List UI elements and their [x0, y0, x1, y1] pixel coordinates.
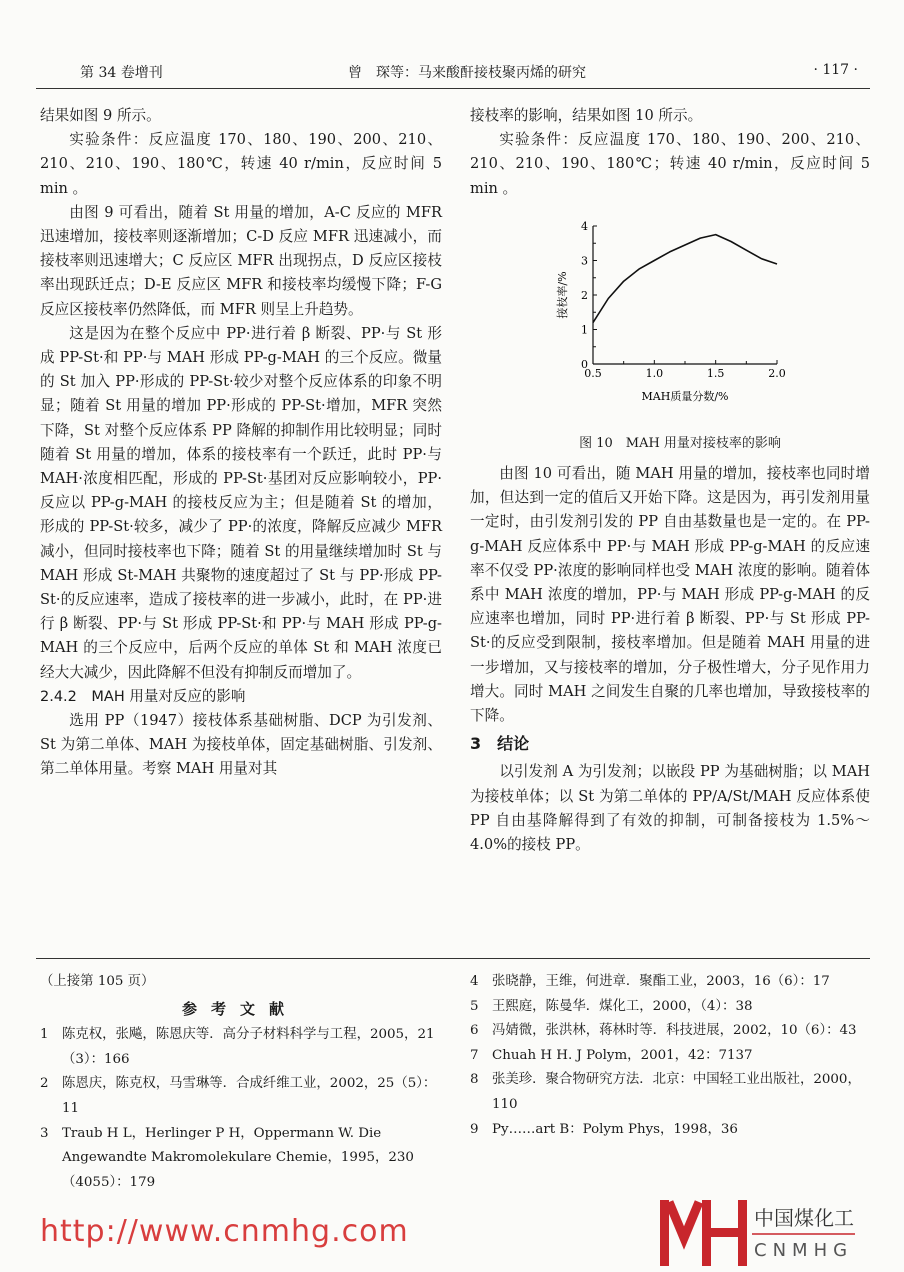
- line-chart: [555, 210, 805, 430]
- reference-item: [40, 1122, 440, 1196]
- section-heading: 3 结论: [470, 734, 530, 754]
- right-column-top: [470, 104, 870, 201]
- reference-item: [40, 1023, 440, 1072]
- reference-item: [470, 1118, 870, 1143]
- section-heading: 2.4.2 MAH 用量对反应的影响: [40, 688, 246, 705]
- reference-item: [470, 970, 870, 995]
- reference-text: Py……art B：Polym Phys，1998，36: [492, 1121, 738, 1137]
- reference-text: Traub H L，Herlinger P H，Oppermann W. Die Angewandte Makromolekulare Chemie，1995，230（4055）：179: [62, 1125, 414, 1190]
- references-title: 参考文献: [181, 999, 298, 1018]
- logo-en-text: CNMHG: [754, 1240, 854, 1261]
- reference-text: 陈恩庆，陈克权，马雪琳等．合成纤维工业，2002，25（5）：11: [62, 1076, 437, 1116]
- header-rule: [36, 88, 870, 89]
- series-line-grafting-rate: [593, 235, 777, 323]
- continued-note: （上接第 105 页）: [40, 974, 155, 989]
- paragraph: 由图 10 可看出，随 MAH 用量的增加，接枝率也同时增加，但达到一定的值后又开始下降。这是因为，再引发剂用量一定时，由引发剂引发的 PP 自由基数量也是一定的。在 PP-g-MAH 反应体系中 PP·与 MAH 形成 PP-g-MAH 的反应速率不仅受 PP·浓度的影响同样也受 MAH 浓度的影响。随着体系中 MAH 浓度的增加，PP·与 MAH 形成 PP-g-MAH 的反应速率也增加，同时 PP·进行着 β 断裂、PP·与 St 形成 PP-St·的反应受到限制，接枝率增加。但是随着 MAH 用量的进一步增加，又与接枝率的增加，分子极性增大，分子见作用力增大。同时 MAH 之间发生自聚的几率也增加，导致接枝率的下降。: [470, 465, 870, 725]
- reference-item: [470, 1068, 870, 1117]
- reference-text: 冯婧微，张洪林，蒋林时等．科技进展，2002，10（6）：43: [492, 1023, 857, 1039]
- reference-text: 张晓静，王维，何进章．聚酯工业，2003，16（6）：17: [492, 974, 830, 989]
- x-tick-label: 1.5: [706, 367, 725, 380]
- paragraph: 这是因为在整个反应中 PP·进行着 β 断裂、PP·与 St 形成 PP-St·和 PP·与 MAH 形成 PP-g-MAH 的三个反应。微量的 St 加入 PP·形成的 PP-St·较少对整个反应体系的印象不明显；随着 St 用量的增加 PP·形成的 PP-St·增加，MFR 突然下降，St 对整个反应体系 PP 降解的抑制作用比较明显；同时随着 St 用量的增加，体系的接枝率有一个跃迁，此时 PP·与 MAH·浓度相匹配，形成的 PP-St·基团对反应影响较小，PP·反应以 PP-g-MAH 的接枝反应为主；但是随着 St 的增加，形成的 PP-St·较多，减少了 PP·的浓度，降解反应减少 MFR 减小，但同时接枝率也下降；随着 St 的用量继续增加时 St 与 MAH 形成 St-MAH 共聚物的速度超过了 St 与 PP·形成 PP-St·的反应速率，造成了接枝率的进一步减小，此时，在 PP·进行 β 断裂、PP·与 St 形成 PP-St·和 PP·与 MAH 形成 PP-g-MAH 的三个反应中，后两个反应的单体 St 和 MAH 浓度已经大大减少，因此降解不但没有抑制反而增加了。: [40, 324, 442, 681]
- reference-number: 2: [40, 1076, 49, 1092]
- y-tick-label: 3: [581, 254, 588, 268]
- reference-number: 3: [40, 1125, 49, 1141]
- x-tick-label: 2.0: [768, 367, 786, 380]
- reference-number: 6: [470, 1023, 479, 1039]
- paragraph: 接枝率的影响，结果如图 10 所示。: [470, 107, 703, 124]
- y-tick-label: 1: [581, 323, 588, 337]
- watermark-url: http://www.cnmhg.com: [40, 1214, 409, 1249]
- references-right: [470, 970, 870, 1142]
- paragraph: 由图 9 可看出，随着 St 用量的增加，A-C 反应的 MFR 迅速增加，接枝率则逐渐增加；C-D 反应 MFR 迅速减小，而接枝率则迅速增大；C 反应区 MFR 出现拐点，D 反应区接枝率出现跃迁点；D-E 反应区 MFR 和接枝率均缓慢下降；F-G 反应区接枝率仍然降低，而 MFR 则呈上升趋势。: [40, 203, 442, 318]
- paragraph: 结果如图 9 所示。: [40, 107, 161, 124]
- reference-item: [470, 995, 870, 1020]
- paragraph: 选用 PP（1947）接枝体系基础树脂、DCP 为引发剂、St 为第二单体、MAH 为接枝单体，固定基础树脂、引发剂、第二单体用量。考察 MAH 用量对其: [40, 712, 442, 778]
- reference-number: 5: [470, 998, 479, 1014]
- running-header: [40, 62, 868, 86]
- references-left: [40, 970, 440, 1195]
- x-tick-label: 0.5: [584, 367, 602, 380]
- reference-item: [470, 1019, 870, 1044]
- references-rule: [36, 958, 870, 959]
- y-tick-label: 2: [581, 289, 588, 302]
- reference-number: 4: [470, 974, 479, 989]
- reference-number: 9: [470, 1121, 479, 1137]
- paragraph: 实验条件：反应温度 170、180、190、200、210、210、210、190、180℃，转速 40 r/min，反应时间 5 min 。: [40, 131, 442, 197]
- paragraph: 以引发剂 A 为引发剂；以嵌段 PP 为基础树脂；以 MAH 为接枝单体；以 St 为第二单体的 PP/A/St/MAH 反应体系使 PP 自由基降解得到了有效的抑制，可制备接枝为 1.5%～4.0%的接枝 PP。: [470, 763, 870, 854]
- watermark-logo: [660, 1198, 860, 1268]
- article-running-title: 曾 琛等：马来酸酐接枝聚丙烯的研究: [348, 65, 586, 81]
- page-number: · 117 ·: [813, 62, 858, 78]
- paragraph: 实验条件：反应温度 170、180、190、200、210、210、210、190、180℃；转速 40 r/min，反应时间 5 min 。: [470, 131, 870, 197]
- right-column-bottom: [470, 462, 870, 857]
- y-axis-label: 接枝率/%: [556, 271, 569, 319]
- left-column: [40, 104, 442, 782]
- journal-volume: 第 34 卷增刊: [80, 65, 163, 81]
- reference-text: Chuah H H. J Polym，2001，42：7137: [492, 1047, 753, 1063]
- reference-number: 1: [40, 1027, 49, 1043]
- figure-10: [555, 210, 805, 460]
- logo-cn-text: 中国煤化工: [754, 1206, 854, 1230]
- reference-text: 王熙庭，陈曼华．煤化工，2000，（4）：38: [492, 998, 753, 1014]
- y-tick-label: 4: [581, 220, 588, 233]
- reference-item: [40, 1072, 440, 1121]
- reference-number: 8: [470, 1072, 479, 1088]
- reference-number: 7: [470, 1047, 479, 1063]
- reference-text: 张美珍．聚合物研究方法．北京：中国轻工业出版社，2000，110: [492, 1072, 861, 1112]
- x-axis-label: MAH质量分数/%: [641, 390, 729, 403]
- x-tick-label: 1.0: [645, 367, 664, 380]
- reference-item: [470, 1044, 870, 1069]
- reference-text: 陈克权，张飚，陈恩庆等．高分子材料科学与工程，2005，21（3）：166: [62, 1027, 435, 1067]
- figure-caption: 图 10 MAH 用量对接枝率的影响: [579, 436, 781, 451]
- y-tick-label: 0: [581, 358, 588, 371]
